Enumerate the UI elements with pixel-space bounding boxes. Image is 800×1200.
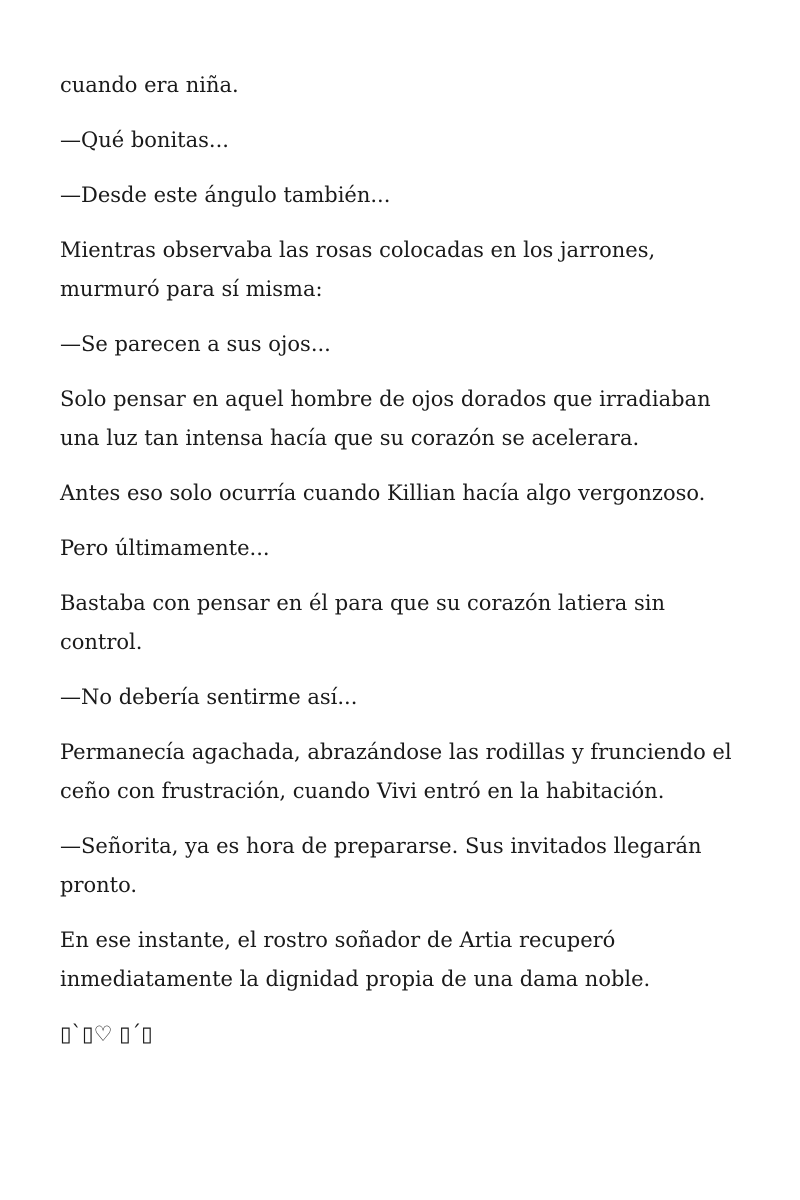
paragraph: cuando era niña. (60, 73, 239, 97)
paragraph: —Se parecen a sus ojos... (60, 332, 331, 356)
paragraph: Solo pensar en aquel hombre de ojos dorados que irradiaban una luz tan intensa hacía que su corazón se acelerara. (60, 387, 711, 450)
paragraph: Pero últimamente... (60, 536, 270, 560)
paragraph: Mientras observaba las rosas colocadas en los jarrones, murmuró para sí misma: (60, 238, 656, 301)
paragraph: —No debería sentirme así... (60, 685, 358, 709)
paragraph: Bastaba con pensar en él para que su corazón latiera sin control. (60, 591, 665, 654)
ornament-divider: ▯`▯♡ ▯´▯ (60, 1022, 153, 1046)
paragraph: —Desde este ángulo también... (60, 183, 391, 207)
paragraph: En ese instante, el rostro soñador de Artia recuperó inmediatamente la dignidad propia de una dama noble. (60, 928, 651, 991)
paragraph: —Señorita, ya es hora de prepararse. Sus invitados llegarán pronto. (60, 834, 702, 897)
document-page (60, 66, 750, 1070)
paragraph: —Qué bonitas... (60, 128, 229, 152)
paragraph: Antes eso solo ocurría cuando Killian hacía algo vergonzoso. (60, 481, 706, 505)
paragraph: Permanecía agachada, abrazándose las rodillas y frunciendo el ceño con frustración, cuando Vivi entró en la habitación. (60, 740, 732, 803)
